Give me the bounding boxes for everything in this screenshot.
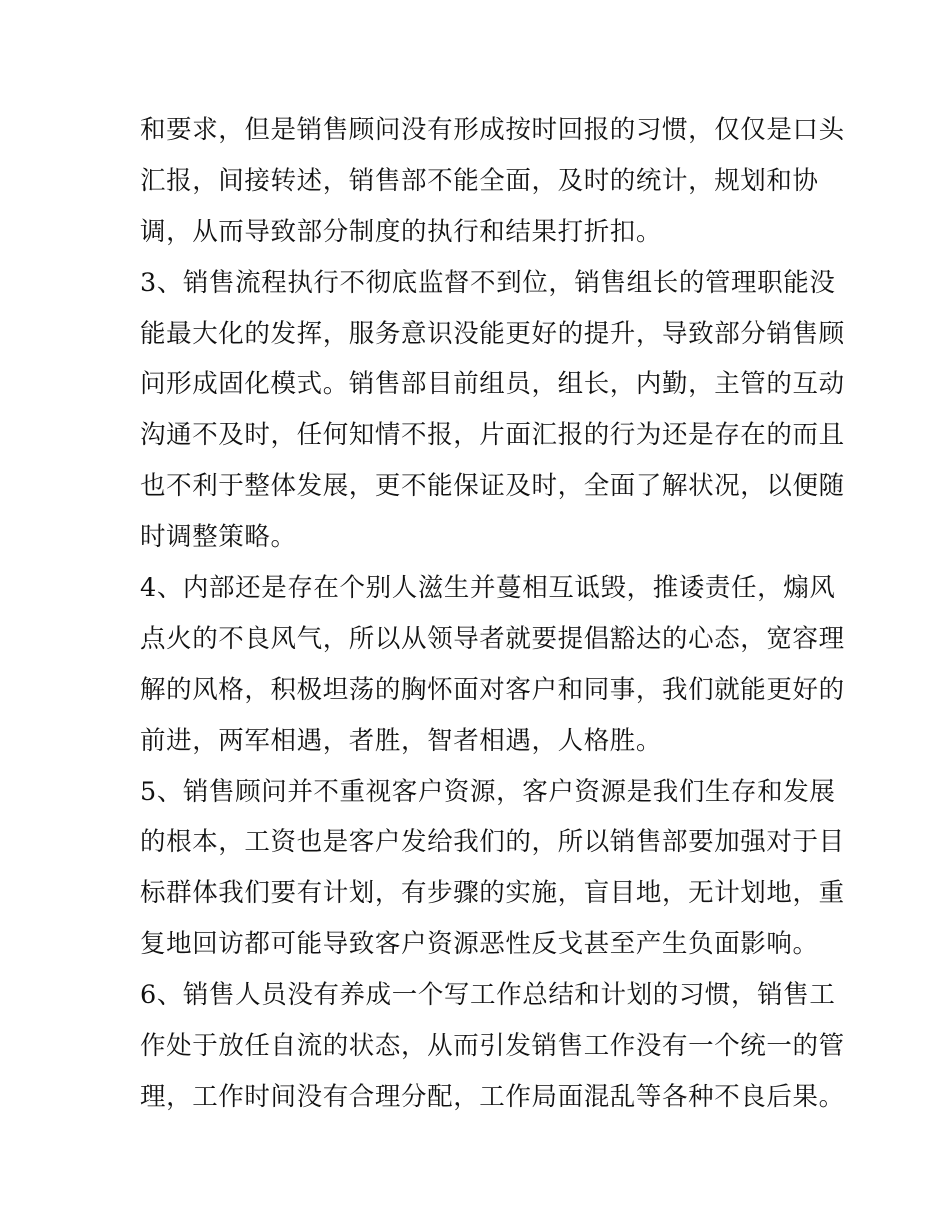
text-line: 点火的不良风气，所以从领导者就要提倡豁达的心态，宽容理 [140,623,845,654]
text-line: 4、内部还是存在个别人滋生并蔓相互诋毁，推诿责任，煽风 [140,573,836,604]
text-line: 能最大化的发挥，服务意识没能更好的提升，导致部分销售顾 [140,318,845,349]
body-text [140,105,845,1123]
text-line: 时调整策略。 [140,522,297,553]
text-line: 解的风格，积极坦荡的胸怀面对客户和同事，我们就能更好的 [140,674,845,705]
text-line: 和要求，但是销售顾问没有形成按时回报的习惯，仅仅是口头 [140,115,845,145]
text-line: 作处于放任自流的状态，从而引发销售工作没有一个统一的管 [140,1031,845,1062]
text-line: 6、销售人员没有养成一个写工作总结和计划的习惯，销售工 [140,980,836,1011]
text-line: 理，工作时间没有合理分配，工作局面混乱等各种不良后果。 [140,1081,845,1112]
text-line: 也不利于整体发展，更不能保证及时，全面了解状况，以便随 [140,471,845,502]
text-line: 问形成固化模式。销售部目前组员，组长，内勤，主管的互动 [140,369,845,400]
text-line: 3、销售流程执行不彻底监督不到位，销售组长的管理职能没 [140,267,836,298]
text-line: 沟通不及时，任何知情不报，片面汇报的行为还是存在的而且 [140,420,845,451]
text-line: 汇报，间接转述，销售部不能全面，及时的统计，规划和协 [140,165,819,196]
text-line: 调，从而导致部分制度的执行和结果打折扣。 [140,216,663,247]
text-line: 前进，两军相遇，者胜，智者相遇，人格胜。 [140,725,663,756]
text-line: 标群体我们要有计划，有步骤的实施，盲目地，无计划地，重 [140,878,845,909]
text-line: 5、销售顾问并不重视客户资源，客户资源是我们生存和发展 [140,776,836,807]
text-line: 复地回访都可能导致客户资源恶性反戈甚至产生负面影响。 [140,929,819,960]
text-line: 的根本，工资也是客户发给我们的，所以销售部要加强对于目 [140,827,845,858]
